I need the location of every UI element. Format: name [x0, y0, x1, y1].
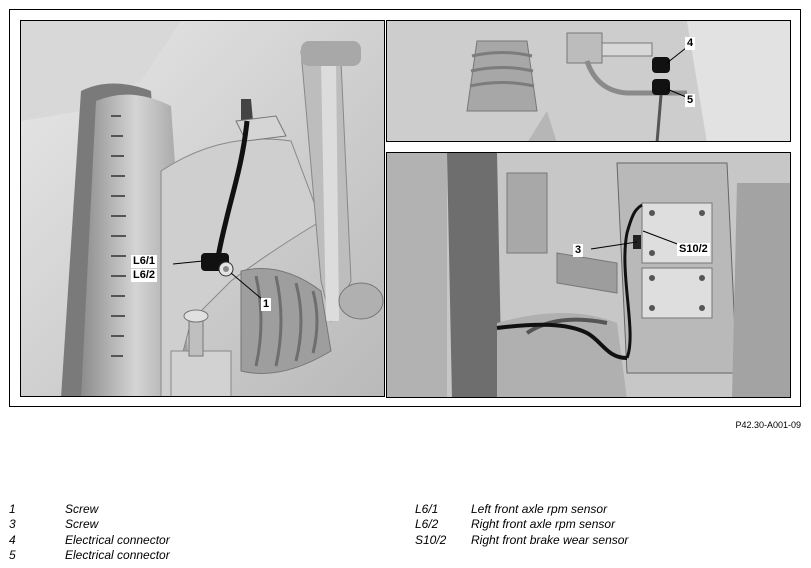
brake-caliper-illustration: [387, 153, 791, 398]
legend-key: L6/1: [415, 502, 439, 516]
legend-left: [9, 502, 170, 563]
legend-key: 3: [9, 517, 16, 532]
connectors-illustration: [387, 21, 791, 142]
legend-key: 1: [9, 502, 16, 516]
legend-text: Electrical connector: [65, 547, 170, 562]
legend-text: Screw: [65, 517, 99, 532]
legend-key: S10/2: [415, 532, 447, 547]
legend-text: Left front axle rpm sensor: [471, 502, 608, 516]
legend-row: [9, 502, 170, 517]
callout-s10-2: S10/2: [679, 243, 708, 255]
legend-row: [415, 502, 628, 517]
legend-row: [415, 517, 628, 532]
legend-key: L6/2: [415, 517, 439, 532]
callout-4: 4: [687, 37, 694, 49]
callout-l6-2: L6/2: [133, 269, 156, 281]
callout-l6-1: L6/1: [133, 255, 156, 267]
callout-3: 3: [575, 244, 582, 256]
legend-row: [9, 517, 170, 532]
legend-text: Right front axle rpm sensor: [471, 517, 616, 532]
figure-frame: [9, 9, 801, 407]
legend-key: 5: [9, 547, 16, 562]
panel-brake-caliper: [386, 152, 791, 398]
legend-text: Right front brake wear sensor: [471, 532, 629, 547]
callout-5: 5: [687, 94, 694, 106]
wheel-hub-illustration: [21, 21, 385, 397]
legend-text: Screw: [65, 502, 99, 516]
legend-row: [415, 533, 628, 548]
legend-right: [415, 502, 628, 548]
panel-connectors: [386, 20, 791, 142]
legend-row: [9, 548, 170, 563]
legend-key: 4: [9, 532, 16, 547]
panel-wheel-hub: [20, 20, 385, 397]
legend-text: Electrical connector: [65, 532, 170, 547]
legend-row: [9, 533, 170, 548]
figure-id: P42.30-A001-09: [735, 420, 801, 430]
callout-1: 1: [263, 298, 270, 310]
